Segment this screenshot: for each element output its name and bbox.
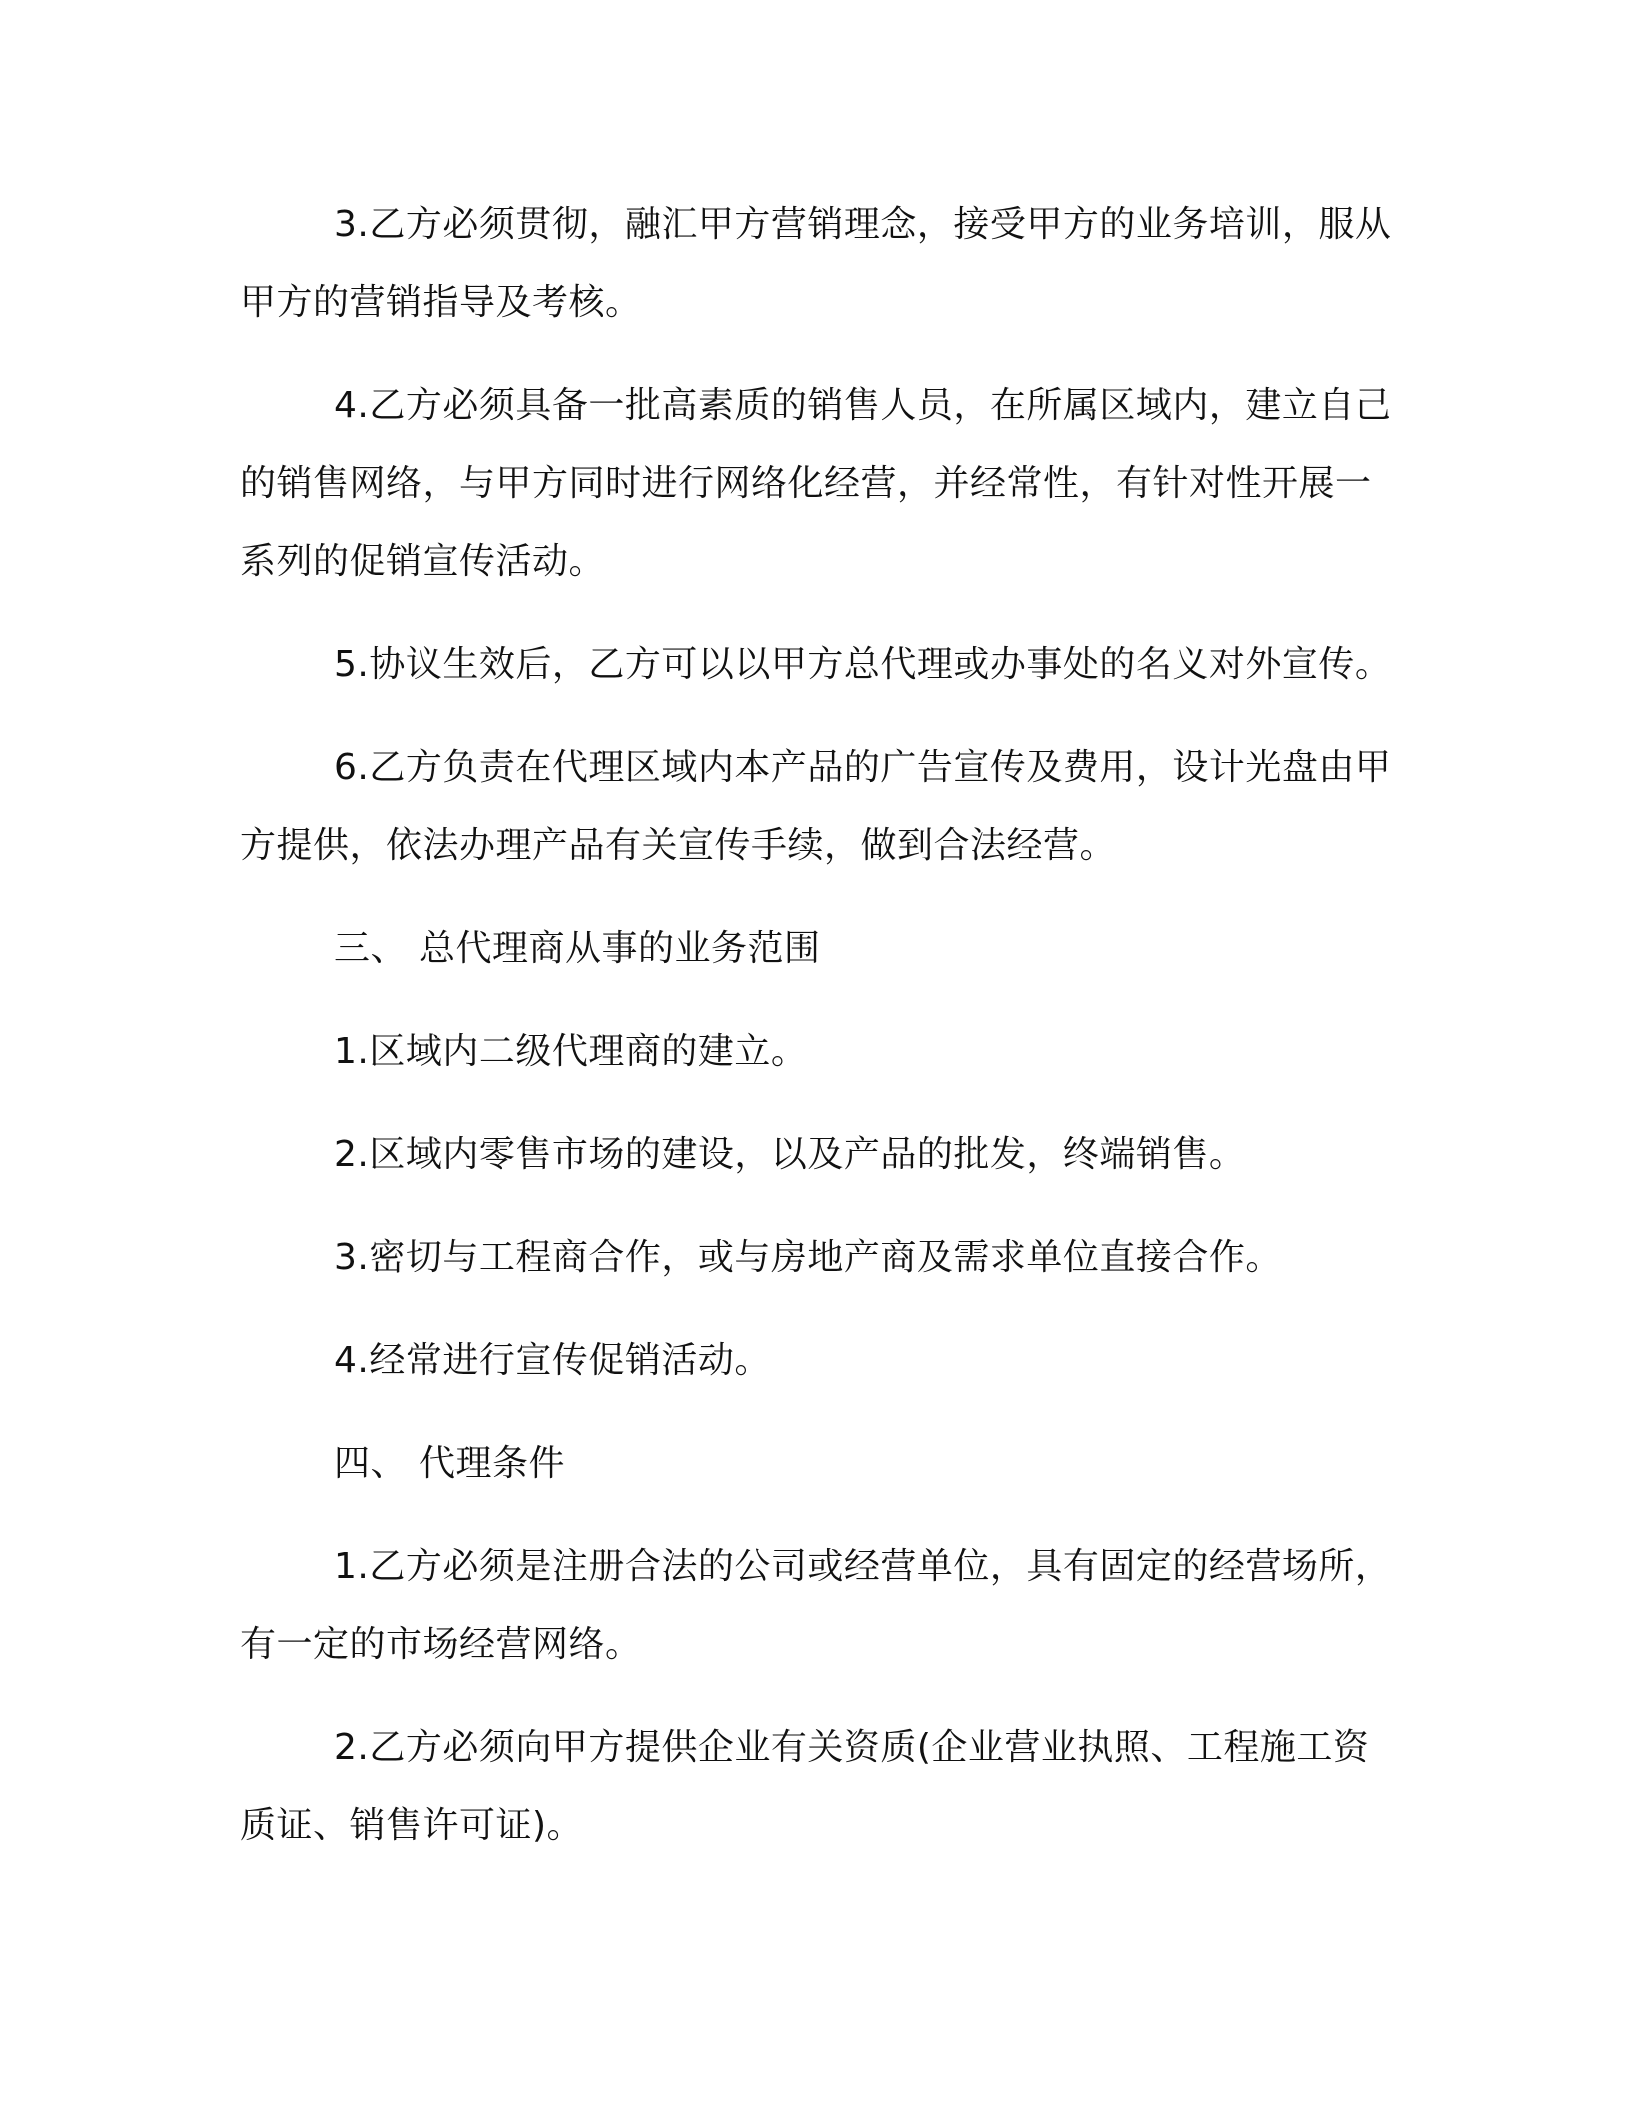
paragraph-clause-2-6: 6.乙方负责在代理区域内本产品的广告宣传及费用，设计光盘由甲方提供，依法办理产品有关宣传手续，做到合法经营。 — [240, 747, 1392, 866]
paragraph-clause-2-3: 3.乙方必须贯彻，融汇甲方营销理念，接受甲方的业务培训，服从甲方的营销指导及考核。 — [240, 204, 1392, 323]
section-heading-business-scope: 三、 总代理商从事的业务范围 — [334, 928, 821, 969]
document-body — [240, 186, 1400, 1890]
paragraph-scope-2: 2.区域内零售市场的建设，以及产品的批发，终端销售。 — [334, 1134, 1246, 1175]
paragraph-scope-1: 1.区域内二级代理商的建立。 — [334, 1031, 808, 1072]
paragraph-condition-2: 2.乙方必须向甲方提供企业有关资质(企业营业执照、工程施工资质证、销售许可证)。 — [240, 1727, 1370, 1846]
section-heading-agency-conditions: 四、 代理条件 — [334, 1443, 565, 1484]
paragraph-clause-2-5: 5.协议生效后，乙方可以以甲方总代理或办事处的名义对外宣传。 — [334, 644, 1392, 685]
paragraph-scope-4: 4.经常进行宣传促销活动。 — [334, 1340, 771, 1381]
paragraph-condition-1: 1.乙方必须是注册合法的公司或经营单位，具有固定的经营场所，有一定的市场经营网络。 — [240, 1546, 1392, 1665]
paragraph-clause-2-4: 4.乙方必须具备一批高素质的销售人员，在所属区域内，建立自己的销售网络，与甲方同时进行网络化经营，并经常性，有针对性开展一系列的促销宣传活动。 — [240, 385, 1392, 582]
paragraph-scope-3: 3.密切与工程商合作，或与房地产商及需求单位直接合作。 — [334, 1237, 1282, 1278]
